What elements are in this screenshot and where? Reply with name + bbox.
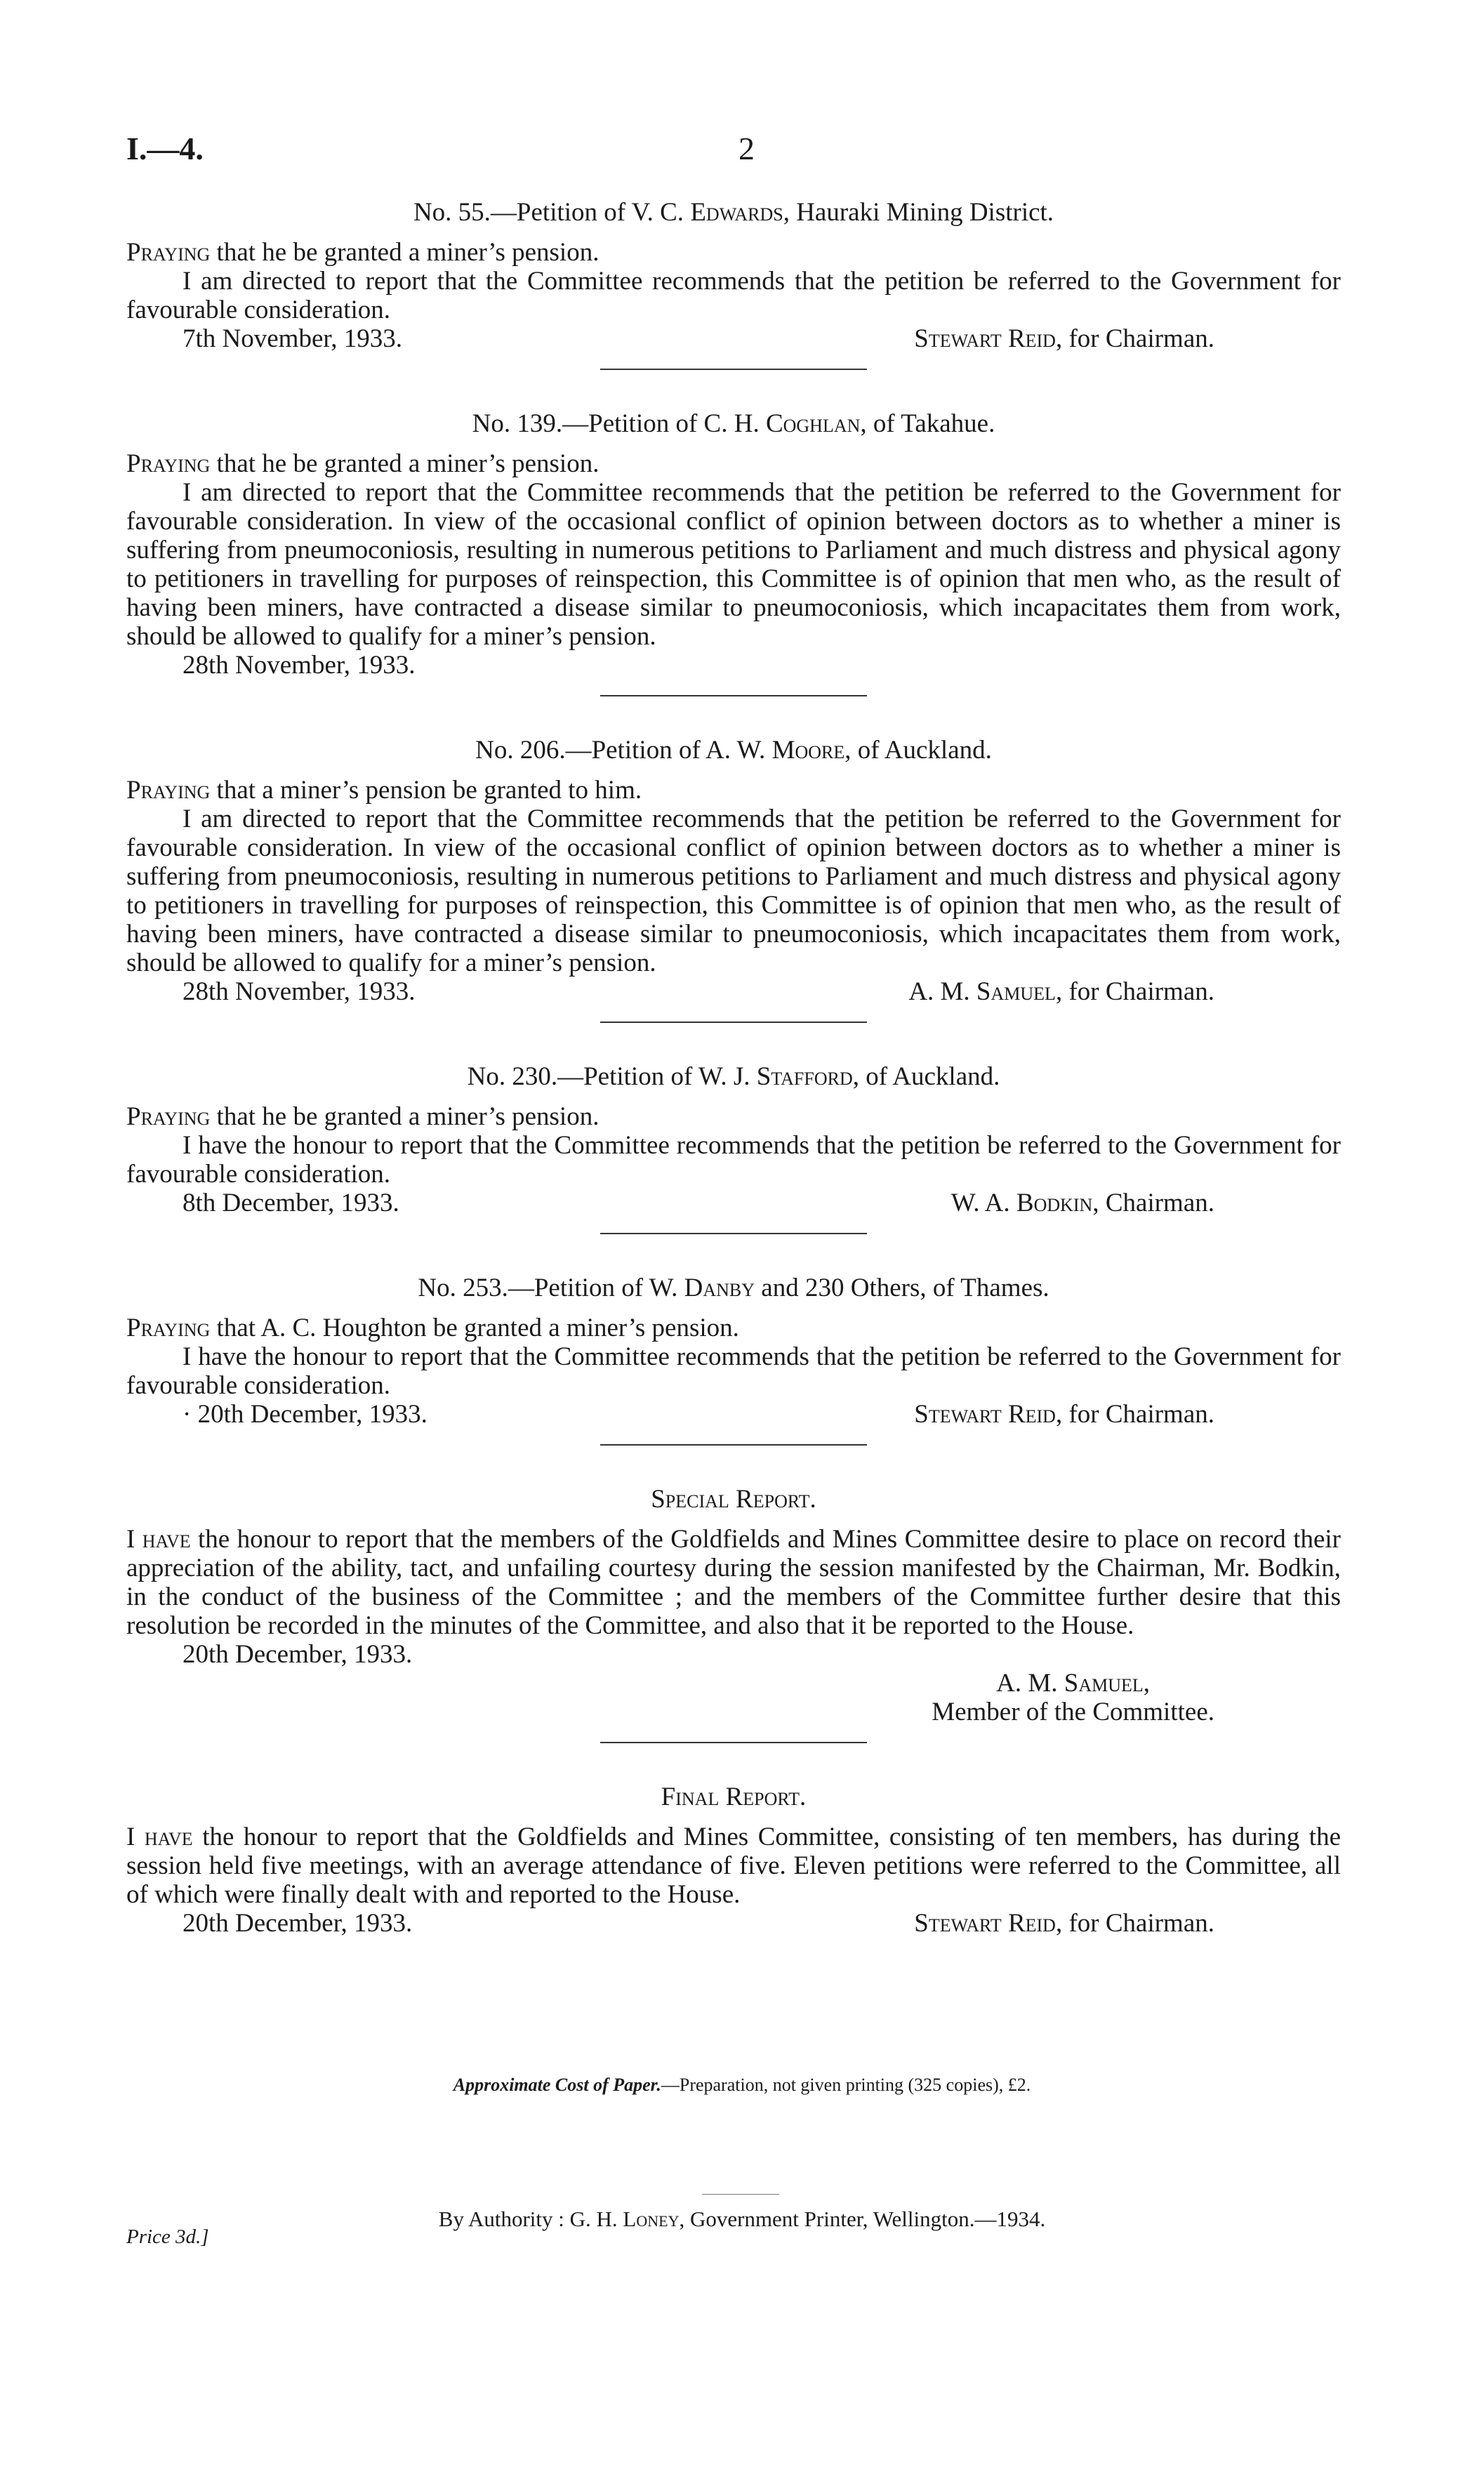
petition-title: No. 55.—Petition of V. C. Edwards, Hauraki Mining District. <box>413 198 1054 227</box>
report-text: I am directed to report that the Committee recommends that the petition be referred to the Government for favourable consideration. <box>126 267 1341 324</box>
signature-block <box>126 1669 1341 1726</box>
printer-name: Loney <box>623 2207 680 2231</box>
cost-of-paper <box>0 2075 1484 2096</box>
special-report-heading: Special Report. <box>651 1485 816 1514</box>
special-report-body: the honour to report that the members of the Goldfields and Mines Committee desire to place on record their appreciation of the ability, tact, and unfailing courtesy during the session manifested by the Chairman, Mr. Bodkin, in the conduct of the business of the Committee ; and the members of the Committee further desire that this resolution be recorded in the minutes of the Committee, and also that it be reported to the House. <box>126 1525 1341 1640</box>
report-text: I have the honour to report that the Committee recommends that the petition be referred to the Government for favourable consideration. <box>126 1131 1341 1189</box>
series-number: I.—4. <box>126 131 204 166</box>
report-text: I am directed to report that the Committee recommends that the petition be referred to the Government for favourable consideration. In view of the occasional conflict of opinion between doctors as to whether a miner is suffering from pneumoconiosis, resulting in numerous petitions to Parliament and much distress and physical agony to petitioners in travelling for purposes of reinspection, this Committee is of opinion that men who, as the result of having been miners, have contracted a disease similar to pneumoconiosis, which incapacitates them from work, should be allowed to qualify for a miner’s pension. <box>126 478 1341 651</box>
praying-text: that A. C. Houghton be granted a miner’s pension. <box>216 1314 739 1342</box>
signatory-name: Stewart Reid <box>914 1909 1056 1938</box>
praying <box>126 776 1341 805</box>
special-report-text <box>126 1525 1341 1640</box>
report-text: I am directed to report that the Committee recommends that the petition be referred to the Government for favourable consideration. In view of the occasional conflict of opinion between doctors as to whether a miner is suffering from pneumoconiosis, resulting in numerous petitions to Parliament and much distress and physical agony to petitioners in travelling for purposes of reinspection, this Committee is of opinion that men who, as the result of having been miners, have contracted a disease similar to pneumoconiosis, which incapacitates them from work, should be allowed to qualify for a miner’s pension. <box>126 805 1341 977</box>
special-report-lead: I have <box>126 1525 191 1554</box>
signatory-role: , for Chairman. <box>1055 1400 1214 1429</box>
signature-line <box>126 651 1341 680</box>
signatory-role: , for Chairman. <box>1055 977 1214 1006</box>
signature <box>908 977 1214 1006</box>
praying-text: that a miner’s pension be granted to him. <box>216 776 642 805</box>
page-number: 2 <box>738 131 755 166</box>
petition-title: No. 206.—Petition of A. W. Moore, of Auckland. <box>475 736 992 765</box>
signature <box>951 1189 1214 1217</box>
praying-label: Praying <box>126 238 211 267</box>
section-divider <box>600 695 867 696</box>
petition-230 <box>126 1062 1341 1217</box>
praying-label: Praying <box>126 449 211 478</box>
signatory-name: A. M. Samuel, <box>996 1669 1151 1698</box>
signature-line <box>126 977 1341 1006</box>
section-divider <box>600 1233 867 1234</box>
signature <box>914 1400 1214 1429</box>
petition-253 <box>126 1274 1341 1429</box>
petition-55 <box>126 198 1341 353</box>
report-date: 20th December, 1933. <box>183 1909 413 1938</box>
section-divider <box>600 1444 867 1446</box>
report-date: 28th November, 1933. <box>183 977 416 1006</box>
signatory-name: W. A. Bodkin <box>950 1189 1093 1217</box>
praying-text: that he be granted a miner’s pension. <box>216 238 599 267</box>
praying-text: that he be granted a miner’s pension. <box>216 449 599 478</box>
report-text: I have the honour to report that the Committee recommends that the petition be referred to the Government for favourable consideration. <box>126 1342 1341 1400</box>
report-date: 20th December, 1933. <box>183 1640 413 1669</box>
signature <box>932 1669 1214 1726</box>
footer-divider <box>702 2194 779 2195</box>
signature <box>914 1909 1214 1938</box>
report-date: · 20th December, 1933. <box>183 1400 428 1429</box>
final-report-heading: Final Report. <box>661 1783 807 1811</box>
special-report <box>126 1485 1341 1726</box>
signature-line <box>126 1189 1341 1217</box>
signatory-role: , for Chairman. <box>1055 324 1214 353</box>
section-divider <box>600 1742 867 1743</box>
signatory-role: Member of the Committee. <box>932 1698 1214 1726</box>
signature <box>914 324 1214 353</box>
praying <box>126 1102 1341 1131</box>
cost-text: —Preparation, not given printing (325 copies), £2. <box>661 2075 1031 2095</box>
signature-line <box>126 324 1341 353</box>
praying-text: that he be granted a miner’s pension. <box>216 1102 599 1131</box>
signature-line <box>126 1640 1341 1669</box>
printer-authority <box>0 2207 1484 2232</box>
signatory-role: , Chairman. <box>1092 1189 1214 1217</box>
final-report-body: the honour to report that the Goldfields and Mines Committee, consisting of ten members, has during the session held five meetings, with an average attendance of five. Eleven petitions were referred to the Committee, all of which were finally dealt with and reported to the House. <box>126 1823 1341 1909</box>
price: Price 3d.] <box>126 2226 209 2248</box>
praying-label: Praying <box>126 1314 211 1342</box>
signature-line <box>126 1909 1341 1938</box>
final-report <box>126 1783 1341 1938</box>
petition-title: No. 230.—Petition of W. J. Stafford, of Auckland. <box>467 1062 1000 1091</box>
praying-label: Praying <box>126 776 211 805</box>
signatory-name: A. M. Samuel <box>908 977 1056 1006</box>
authority-suffix: , Government Printer, Wellington.—1934. <box>679 2207 1046 2231</box>
report-date: 28th November, 1933. <box>183 651 416 680</box>
cost-label: Approximate Cost of Paper. <box>453 2075 661 2095</box>
praying <box>126 449 1341 478</box>
petition-206 <box>126 736 1341 1006</box>
report-date: 7th November, 1933. <box>183 324 402 353</box>
praying <box>126 1314 1341 1342</box>
report-date: 8th December, 1933. <box>183 1189 399 1217</box>
petition-title: No. 139.—Petition of C. H. Coghlan, of Takahue. <box>472 409 995 438</box>
praying-label: Praying <box>126 1102 211 1131</box>
authority-prefix: By Authority : G. H. <box>438 2207 623 2231</box>
document-body <box>126 198 1341 1938</box>
section-divider <box>600 1022 867 1023</box>
section-divider <box>600 369 867 370</box>
signature-line <box>126 1400 1341 1429</box>
petition-title: No. 253.—Petition of W. Danby and 230 Others, of Thames. <box>418 1274 1049 1302</box>
praying <box>126 238 1341 267</box>
final-report-lead: I have <box>126 1823 193 1851</box>
signatory-role: , for Chairman. <box>1055 1909 1214 1938</box>
signatory-name: Stewart Reid <box>914 1400 1056 1429</box>
petition-139 <box>126 409 1341 680</box>
signatory-name: Stewart Reid <box>914 324 1056 353</box>
final-report-text <box>126 1823 1341 1909</box>
